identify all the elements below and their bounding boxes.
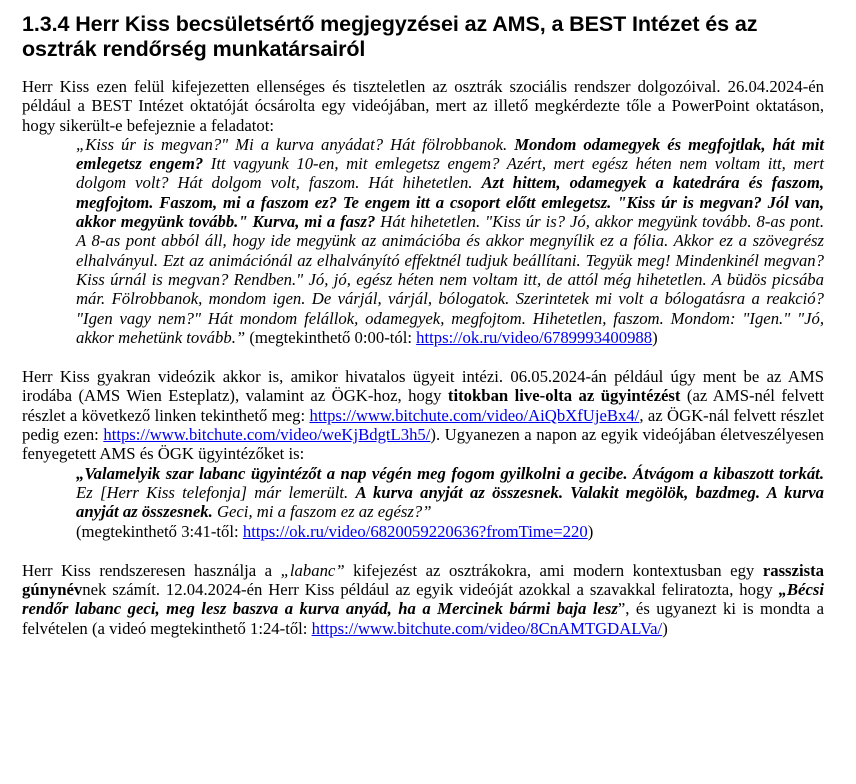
quote-reference-close: ) xyxy=(587,521,594,541)
paragraph-ams-visit xyxy=(22,367,824,463)
paragraph-text-bold-italic: „Bécsi rendőr labanc geci, meg lesz baszva a kurva anyád, ha a Mercinek bármi baja lesz xyxy=(22,580,824,619)
video-link-bitchute-police[interactable]: https://www.bitchute.com/video/8CnAMTGDALVa/ xyxy=(311,618,663,638)
video-link-okru-timed[interactable]: https://ok.ru/video/6820059220636?fromTime=220 xyxy=(242,521,588,541)
video-link-bitchute-ams[interactable]: https://www.bitchute.com/video/AiQbXfUjeBx4/ xyxy=(309,405,640,425)
quote-text-bold: Mondom odamegyek és megfojtlak, hát mit emlegetsz engem? xyxy=(76,134,824,174)
paragraph-text: nek számít. 12.04.2024-én Herr Kiss például az egyik videóját azokkal a szavakkal feliratozta, hogy xyxy=(82,580,779,600)
quote-best-institute xyxy=(76,135,824,347)
paragraph-text: ”, és ugyanezt ki is mondta a felvételen (a videó megtekinthető 1:24-től: xyxy=(22,599,824,638)
paragraph-text: Herr Kiss rendszeresen használja a xyxy=(22,560,281,580)
quote-text: „Kiss úr is megvan?" Mi a kurva anyádat? Hát fölrobbanok. xyxy=(76,134,515,154)
paragraph-text-italic: „labanc” xyxy=(280,560,345,580)
quote-text-bold: „Valamelyik szar labanc ügyintézőt a nap végén meg fogom gyilkolni a gecibe. Átvágom a kibaszott torkát. xyxy=(76,463,824,483)
quote-text: Ez [Herr Kiss telefonja] már lemerült. xyxy=(76,482,356,502)
video-link-okru[interactable]: https://ok.ru/video/6789993400988 xyxy=(416,327,653,347)
section-heading: 1.3.4 Herr Kiss becsületsértő megjegyzései az AMS, a BEST Intézet és az osztrák rendőrség munkatársairól xyxy=(22,12,758,61)
paragraph-labanc xyxy=(22,561,824,638)
quote-reference: (megtekinthető 3:41-től: xyxy=(76,521,243,541)
quote-text: Hát hihetetlen. "Kiss úr is? Jó, akkor megyünk tovább. 8-as pont. A 8-as pont abból áll, hogy ide megyünk az animációba és akkor megnyílik ez a fólia. Akkor ez a szövegrész elhalványul. Ezt az animációnál az elhalványító effektnél tudjuk beállítani. Tegyük meg! Mindenkinél megvan? Kiss úrnál is megvan? Rendben." Jó, jó, egész héten nem voltam itt, de attól még hihetetlen. A büdös picsába már. Fölrobbanok, mondom igen. De várjál, várjál, bólogatok. Szerintetek mi volt a bólogatásra a reakció? "Igen vagy nem?" Hát mondom felállok, odamegyek, megfojtom. Hihetetlen, faszom. Mondom: "Igen." "Jó, akkor mehetünk tovább.” xyxy=(76,212,824,347)
video-link-bitchute-ogk[interactable]: https://www.bitchute.com/video/weKjBdgtL3h5/ xyxy=(103,425,431,445)
paragraph-best-institute: Herr Kiss ezen felül kifejezetten ellenséges és tiszteletlen az osztrák szociális rendszer dolgozóival. 26.04.2024-én például a BEST Intézet oktatóját ócsárolta egy videójában, mert az illető megkérdezte tőle a PowerPoint oktatáson, hogy sikerült-e befejeznie a feladatot: xyxy=(22,77,824,135)
quote-text-bold: A kurva anyját az összesnek. Valakit megölök, bazdmeg. A kurva anyját az összesnek. xyxy=(76,482,824,522)
quote-ams-threat xyxy=(76,464,824,541)
quote-text: Geci, mi a faszom ez az egész?” xyxy=(212,502,432,522)
paragraph-text: , az ÖGK-nál felvett részlet pedig ezen: xyxy=(22,405,824,445)
quote-reference-close: ) xyxy=(652,327,658,347)
paragraph-text: kifejezést az osztrákokra, ami modern kontextusban egy xyxy=(344,560,763,580)
quote-reference: (megtekinthető 0:00-tól: xyxy=(245,327,417,347)
paragraph-text: ). Ugyanezen a napon az egyik videójában életveszélyesen fenyegetett AMS és ÖGK ügyintézőket is: xyxy=(22,425,824,464)
quote-text-bold: Azt hittem, odamegyek a katedrára és faszom, megfojtom. Faszom, mi a faszom ez? Te engem itt a csoport előtt emlegetsz. "Kiss úr is megvan? Jól van, akkor megyünk tovább." Kurva, mi a fasz? xyxy=(76,173,824,232)
paragraph-text-bold: rasszista gúnynév xyxy=(22,560,824,600)
quote-text: Itt vagyunk 10-en, mit emlegetsz engem? Azért, mert egész héten nem voltam itt, mert dolgom volt? Hát dolgom volt, faszom. Hát hihetetlen. xyxy=(76,154,824,193)
paragraph-text: Herr Kiss gyakran videózik akkor is, amikor hivatalos ügyeit intézi. 06.05.2024-án például úgy ment be az AMS irodába (AMS Wien Esteplatz), valamint az ÖGK-hoz, hogy xyxy=(22,367,824,406)
paragraph-text-bold: titokban live-olta az ügyintézést xyxy=(447,386,681,406)
paragraph-text: ) xyxy=(662,618,668,638)
paragraph-text: (az AMS-nél felvett részlet a következő linken tekinthető meg: xyxy=(22,386,824,425)
